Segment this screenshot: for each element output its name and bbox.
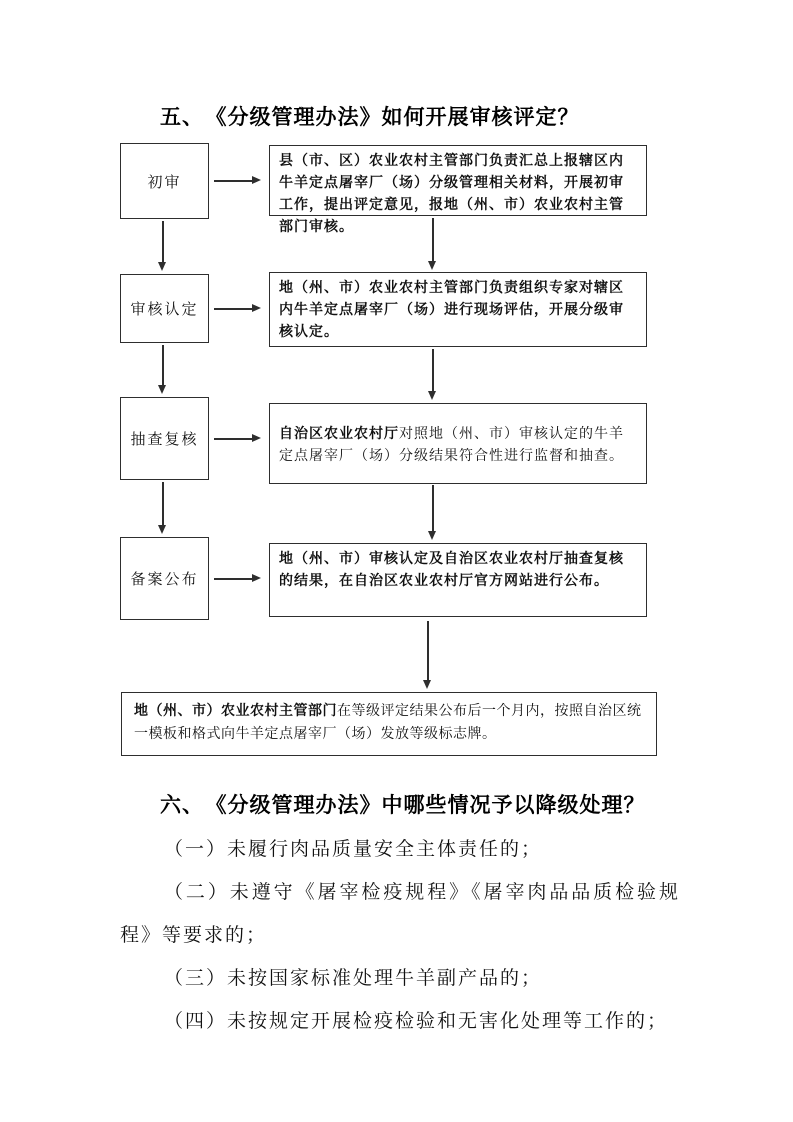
arrow-down-left-1-icon (162, 221, 164, 263)
flow-step2-label-box (120, 274, 209, 343)
flow-step1-label-box (120, 143, 209, 219)
flow-step4-label-box (120, 537, 209, 620)
section6-number: 六、 (160, 794, 204, 817)
flow-final-bold: 地（州、市）农业农村主管部门 (134, 704, 337, 719)
flow-step1-label: 初审 (147, 174, 182, 191)
section5-title: 《分级管理办法》如何开展审核评定？ (216, 106, 580, 129)
list-item: （一）未履行肉品质量安全主体责任的； (164, 839, 543, 860)
flow-step4-desc-bold: 地（州、市）审核认定及自治区农业农村厅抽查复核的结果，在自治区农业农村厅官方网站进行公布。 (279, 552, 624, 589)
section5-number: 五、 (160, 106, 204, 129)
flow-final-box (121, 692, 657, 756)
arrow-down-right-2-icon (432, 349, 434, 392)
flow-step3-desc-box (269, 403, 647, 484)
list-item: （三）未按国家标准处理牛羊副产品的； (164, 968, 543, 989)
list-item: （二）未遵守《屠宰检疫规程》《屠宰肉品品质检验规程》等要求的； (120, 882, 680, 946)
section5-heading (160, 101, 580, 131)
flow-step1-desc-box (269, 145, 647, 235)
arrow-down-right-1-icon (432, 218, 434, 262)
arrow-right-step4-icon (214, 578, 252, 580)
flow-final-rest: 在等级评定结果公布后一个月内，按照自治区统一模板和格式向牛羊定点屠宰厂（场）发放等级标志牌。 (134, 704, 642, 742)
flow-step3-desc-bold: 自治区农业农村厅 (279, 427, 399, 442)
arrow-right-step2-icon (214, 308, 252, 310)
flow-step2-label: 审核认定 (130, 302, 199, 318)
arrow-down-right-3-icon (432, 485, 434, 532)
flow-step4-label: 备案公布 (130, 572, 199, 588)
section6-heading (160, 789, 646, 819)
list-item: （四）未按规定开展检疫检验和无害化处理等工作的； (164, 1011, 669, 1032)
section6-title: 《分级管理办法》中哪些情况予以降级处理？ (216, 794, 646, 817)
flow-step3-label-box (120, 397, 209, 480)
arrow-down-left-3-icon (162, 482, 164, 526)
arrow-down-left-2-icon (162, 345, 164, 386)
flow-step2-desc-box (269, 272, 647, 347)
arrow-down-to-final-icon (427, 621, 429, 681)
section6-list (120, 828, 680, 1043)
flow-step1-desc-bold: 县（市、区）农业农村主管部门负责汇总上报辖区内牛羊定点屠宰厂（场）分级管理相关材料，开展初审工作，提出评定意见，报地（州、市）农业农村主管部门审核。 (279, 154, 624, 235)
flow-step4-desc-box (269, 543, 647, 617)
flow-step3-label: 抽查复核 (130, 432, 199, 448)
arrow-right-step3-icon (214, 438, 252, 440)
flow-step2-desc-bold: 地（州、市）农业农村主管部门负责组织专家对辖区内牛羊定点屠宰厂（场）进行现场评估，开展分级审核认定。 (279, 281, 624, 340)
flow-step3-desc-rest: 对照地（州、市）审核认定的牛羊定点屠宰厂（场）分级结果符合性进行监督和抽查。 (279, 427, 624, 464)
arrow-right-step1-icon (214, 180, 252, 182)
